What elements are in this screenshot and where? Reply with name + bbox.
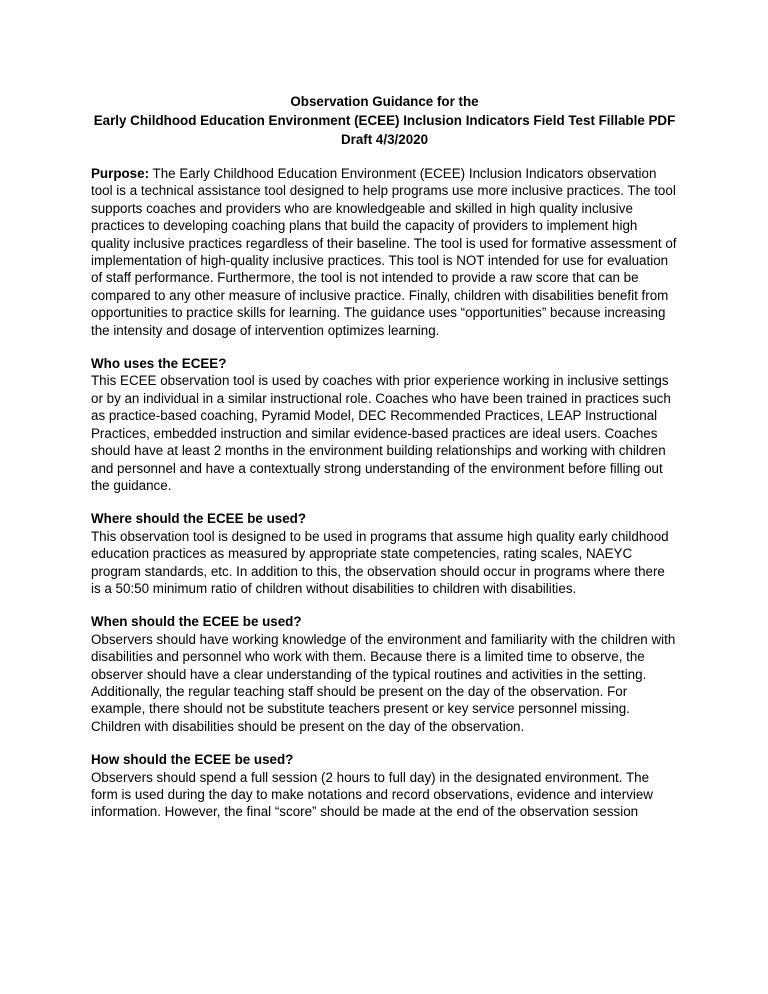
section-where [91,510,678,597]
section-heading-where: Where should the ECEE be used? [91,511,307,527]
document-title [91,92,678,149]
section-heading-how: How should the ECEE be used? [91,752,294,768]
title-line-2: Early Childhood Education Environment (ECEE) Inclusion Indicators Field Test Fillable PDF [93,113,676,128]
title-line-3: Draft 4/3/2020 [340,132,429,147]
purpose-label: Purpose: [91,166,150,181]
section-text-when: Observers should have working knowledge of the environment and familiarity with the children with disabilities and personnel who work with them. Because there is a limited time to observe, the observer should have a clear understanding of the typical routines and activities in the setting. Additionally, the regular teaching staff should be present on the day of the observation. For example, there should not be substitute teachers present or key service personnel missing. Children with disabilities should be present on the day of the observation. [91,631,676,734]
purpose-paragraph [91,165,678,339]
section-who [91,355,678,494]
section-text-who: This ECEE observation tool is used by coaches with prior experience working in inclusive settings or by an individual in a similar instructional role. Coaches who have been trained in practices such as practice-based coaching, Pyramid Model, DEC Recommended Practices, LEAP Instructional Practices, embedded instruction and similar evidence-based practices are ideal users. Coaches should have at least 2 months in the environment building relationships and working with children and personnel and have a contextually strong understanding of the environment before filling out the guidance. [91,373,671,493]
title-line-1: Observation Guidance for the [290,94,479,109]
purpose-text: The Early Childhood Education Environment (ECEE) Inclusion Indicators observation tool is a technical assistance tool designed to help programs use more inclusive practices. The tool supports coaches and providers who are knowledgeable and skilled in high quality inclusive practices to developing coaching plans that build the capacity of providers to implement high quality inclusive practices regardless of their baseline. The tool is used for formative assessment of implementation of high-quality inclusive practices. This tool is NOT intended for use for evaluation of staff performance. Furthermore, the tool is not intended to provide a raw score that can be compared to any other measure of inclusive practice. Finally, children with disabilities benefit from opportunities to practice skills for learning. The guidance uses “opportunities” because increasing the intensity and dosage of intervention optimizes learning. [91,166,677,338]
section-heading-when: When should the ECEE be used? [91,614,302,630]
section-heading-who: Who uses the ECEE? [91,356,227,372]
section-when [91,613,678,735]
section-text-where: This observation tool is designed to be used in programs that assume high quality early childhood education practices as measured by appropriate state competencies, rating scales, NAEYC program standards, etc. In addition to this, the observation should occur in programs where there is a 50:50 minimum ratio of children without disabilities to children with disabilities. [91,528,669,596]
section-text-how: Observers should spend a full session (2 hours to full day) in the designated environment. The form is used during the day to make notations and record observations, evidence and interview information. However, the final “score” should be made at the end of the observation session [91,769,653,820]
section-how [91,751,678,821]
